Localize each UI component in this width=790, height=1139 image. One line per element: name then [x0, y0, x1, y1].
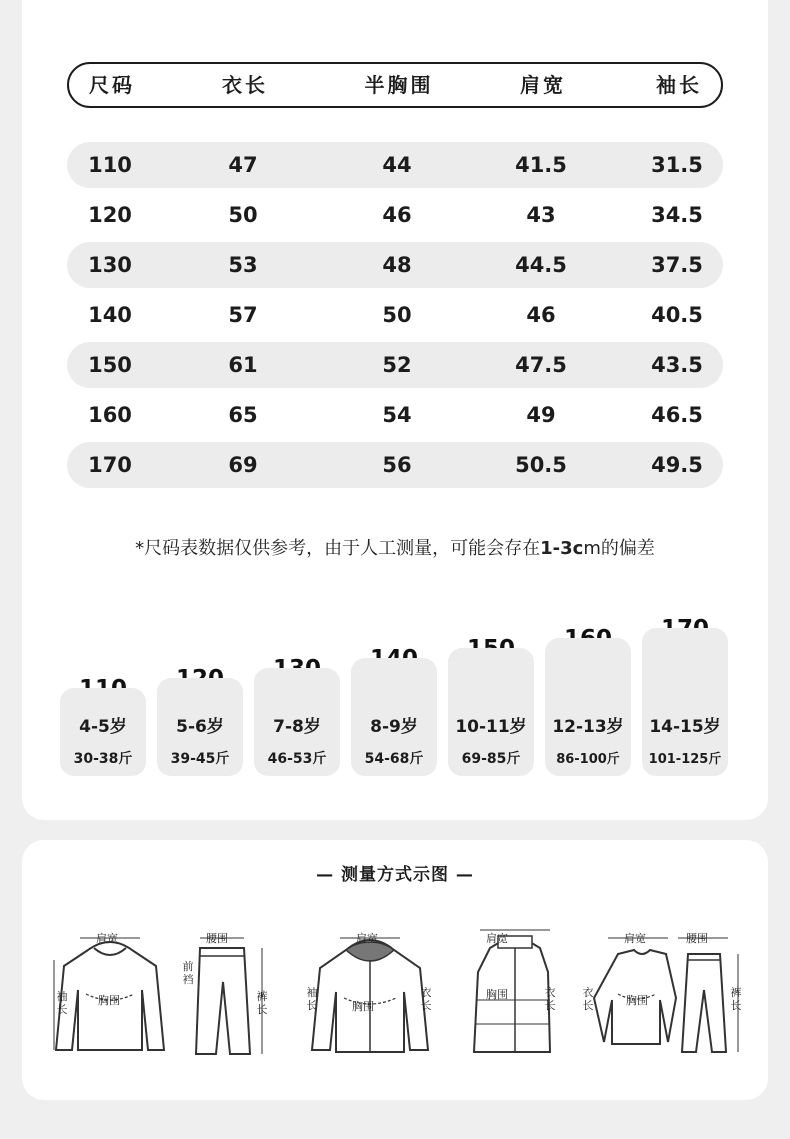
- weight-range: 86-100斤: [556, 752, 620, 767]
- cell-half-chest: 52: [382, 353, 412, 377]
- cell-size: 110: [88, 153, 132, 177]
- cell-shoulder: 47.5: [515, 353, 567, 377]
- hoodie-diagram: [50, 920, 170, 1060]
- cell-sleeve: 49.5: [651, 453, 703, 477]
- length-label: 衣长: [582, 986, 594, 1012]
- header-size: 尺码: [89, 73, 135, 97]
- table-row: [67, 142, 723, 188]
- sleeve-label: 袖长: [306, 986, 318, 1012]
- cell-length: 57: [228, 303, 258, 327]
- cell-shoulder: 49: [526, 403, 556, 427]
- cell-shoulder: 44.5: [515, 253, 567, 277]
- cell-shoulder: 41.5: [515, 153, 567, 177]
- cell-length: 69: [228, 453, 258, 477]
- measure-title: — 测量方式示图 —: [316, 865, 474, 885]
- pants-length-label: 裤长: [256, 990, 268, 1016]
- age-range: 8-9岁: [370, 717, 418, 737]
- measurement-disclaimer: [22, 534, 768, 560]
- sweatshirt-set-diagram: [578, 920, 748, 1060]
- waist-label: 腰围: [206, 932, 228, 945]
- chest-label: 胸围: [98, 994, 120, 1007]
- header-sleeve: 袖长: [656, 73, 702, 97]
- front-rise-label: 前裆: [182, 960, 194, 986]
- table-row: [67, 292, 723, 338]
- note-prefix: *尺码表数据仅供参考，由于人工测量，可能会存在: [135, 538, 541, 559]
- age-range: 10-11岁: [455, 717, 527, 737]
- length-label: 衣长: [544, 986, 556, 1012]
- chest-label: 胸围: [486, 988, 508, 1001]
- age-range: 7-8岁: [273, 717, 321, 737]
- header-shoulder: 肩宽: [520, 73, 566, 97]
- cell-half-chest: 54: [382, 403, 412, 427]
- cell-half-chest: 46: [382, 203, 412, 227]
- cell-sleeve: 40.5: [651, 303, 703, 327]
- cell-half-chest: 48: [382, 253, 412, 277]
- cell-size: 170: [88, 453, 132, 477]
- cell-size: 120: [88, 203, 132, 227]
- table-row: [67, 242, 723, 288]
- shoulder-label: 肩宽: [624, 932, 646, 945]
- sweatshirt-set-icon: [578, 920, 748, 1060]
- table-header: [67, 62, 723, 108]
- table-row: [67, 342, 723, 388]
- cell-sleeve: 46.5: [651, 403, 703, 427]
- age-range: 4-5岁: [79, 717, 127, 737]
- vest-diagram: [460, 920, 570, 1060]
- cell-size: 140: [88, 303, 132, 327]
- cell-length: 50: [228, 203, 258, 227]
- pants-diagram: [178, 920, 268, 1060]
- cell-length: 53: [228, 253, 258, 277]
- chest-label: 胸围: [626, 994, 648, 1007]
- table-row: [67, 192, 723, 238]
- weight-range: 69-85斤: [461, 751, 521, 767]
- sleeve-label: 袖长: [56, 990, 68, 1016]
- shoulder-label: 肩宽: [486, 932, 508, 945]
- cell-length: 61: [228, 353, 258, 377]
- age-range: 5-6岁: [176, 717, 224, 737]
- weight-range: 30-38斤: [73, 751, 133, 767]
- cell-sleeve: 31.5: [651, 153, 703, 177]
- cell-length: 65: [228, 403, 258, 427]
- table-row: [67, 392, 723, 438]
- cell-size: 130: [88, 253, 132, 277]
- cell-half-chest: 44: [382, 153, 412, 177]
- cell-shoulder: 43: [526, 203, 556, 227]
- waist-label: 腰围: [686, 932, 708, 945]
- cell-size: 160: [88, 403, 132, 427]
- shoulder-label: 肩宽: [96, 932, 118, 945]
- weight-range: 39-45斤: [170, 751, 230, 767]
- table-row: [67, 442, 723, 488]
- age-range: 14-15岁: [649, 717, 721, 737]
- cell-half-chest: 50: [382, 303, 412, 327]
- note-suffix: m的偏差: [583, 538, 655, 559]
- pants-length-label: 裤长: [730, 986, 742, 1012]
- cell-size: 150: [88, 353, 132, 377]
- header-length: 衣长: [222, 73, 268, 97]
- cell-sleeve: 34.5: [651, 203, 703, 227]
- age-range: 12-13岁: [552, 717, 624, 737]
- weight-range: 54-68斤: [364, 751, 424, 767]
- header-half-chest: 半胸围: [364, 73, 434, 97]
- cell-shoulder: 50.5: [515, 453, 567, 477]
- cell-sleeve: 43.5: [651, 353, 703, 377]
- note-range: 1-3c: [540, 538, 584, 559]
- cell-shoulder: 46: [526, 303, 556, 327]
- length-label: 衣长: [420, 986, 432, 1012]
- shoulder-label: 肩宽: [356, 932, 378, 945]
- cell-sleeve: 37.5: [651, 253, 703, 277]
- weight-range: 101-125斤: [648, 752, 722, 767]
- cell-length: 47: [228, 153, 258, 177]
- weight-range: 46-53斤: [267, 751, 327, 767]
- chest-label: 胸围: [352, 1000, 374, 1013]
- jacket-diagram: [300, 920, 440, 1060]
- cell-half-chest: 56: [382, 453, 412, 477]
